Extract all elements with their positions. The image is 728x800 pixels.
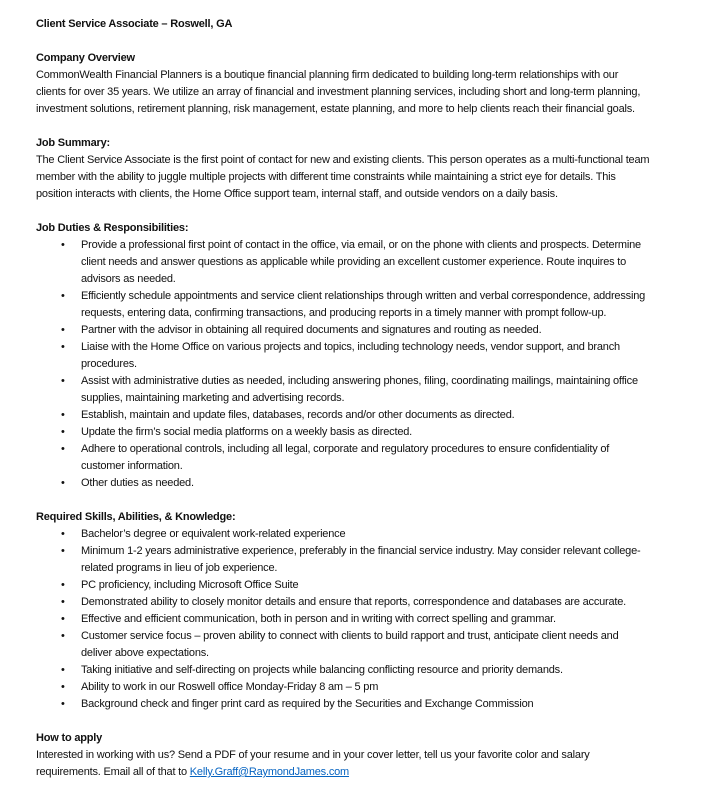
list-item [36, 696, 649, 713]
bullet-line: Demonstrated ability to closely monitor details and ensure that reports, correspondence and databases are accurate. • [36, 594, 649, 611]
list-item [36, 237, 649, 288]
bullet-line: Provide a professional first point of contact in the office, via email, or on the phone with clients and prospects. Determine • [36, 237, 649, 254]
paragraph-line: CommonWealth Financial Planners is a boutique financial planning firm dedicated to building long-term relationships with our [36, 69, 619, 81]
list-item [36, 628, 649, 662]
section-heading: Job Duties & Responsibilities: [36, 222, 189, 234]
bullet-line: Minimum 1-2 years administrative experience, preferably in the financial service industry. May consider relevant college- • [36, 543, 649, 560]
bullet-line: Bachelor’s degree or equivalent work-related experience • [36, 526, 649, 543]
bullet-icon: • [61, 426, 65, 438]
bullet-icon: • [61, 409, 65, 421]
section-heading: Company Overview [36, 52, 135, 64]
paragraph-line: The Client Service Associate is the first point of contact for new and existing clients. This person operates as a multi-functional team [36, 154, 650, 166]
bullet-line: Efficiently schedule appointments and service client relationships through written and verbal correspondence, addressing • [36, 288, 649, 305]
list-item [36, 577, 649, 594]
bullet-icon: • [61, 613, 65, 625]
bullet-icon: • [61, 477, 65, 489]
paragraph-line: member with the ability to juggle multiple projects with different time constraints while maintaining a strict eye for details. This [36, 171, 616, 183]
section-heading: Required Skills, Abilities, & Knowledge: [36, 511, 236, 523]
bullet-icon: • [61, 239, 65, 251]
section-1 [36, 135, 649, 220]
bullet-line: requests, entering data, confirming transactions, and producing reports in a timely manner with prompt follow-up. [81, 307, 607, 319]
sections [36, 50, 649, 730]
paragraph-line: position interacts with clients, the Home Office support team, internal staff, and outside vendors on a daily basis. [36, 188, 558, 200]
bullet-icon: • [61, 324, 65, 336]
bullet-line: procedures. [81, 358, 137, 370]
list-item [36, 475, 649, 492]
section-0 [36, 50, 649, 135]
bullet-line: Partner with the advisor in obtaining all required documents and signatures and routing as needed. • [36, 322, 649, 339]
bullet-line: Effective and efficient communication, both in person and in writing with correct spelling and grammar. • [36, 611, 649, 628]
paragraph-line: clients for over 35 years. We utilize an array of financial and investment planning services, including short and long-term planning, [36, 86, 641, 98]
section-heading: Job Summary: [36, 137, 111, 149]
bullet-line: Taking initiative and self-directing on projects while balancing conflicting resource and priority demands. • [36, 662, 649, 679]
list-item [36, 662, 649, 679]
bullet-icon: • [61, 341, 65, 353]
bullet-icon: • [61, 596, 65, 608]
job-posting-document [36, 16, 649, 781]
list-item [36, 611, 649, 628]
bullet-line: Adhere to operational controls, including all legal, corporate and regulatory procedures to ensure confidentiality of • [36, 441, 649, 458]
bullet-icon: • [61, 579, 65, 591]
section-3 [36, 509, 649, 730]
bullet-icon: • [61, 630, 65, 642]
section-2 [36, 220, 649, 509]
bullet-line: Background check and finger print card as required by the Securities and Exchange Commission • [36, 696, 649, 713]
spacer [36, 203, 649, 220]
bullet-line: deliver above expectations. [81, 647, 209, 659]
how-to-apply-heading: How to apply [36, 732, 103, 744]
list-item [36, 322, 649, 339]
bullet-icon: • [61, 528, 65, 540]
bullet-icon: • [61, 664, 65, 676]
bullet-line: Other duties as needed. • [36, 475, 649, 492]
spacer [36, 492, 649, 509]
bullet-icon: • [61, 681, 65, 693]
spacer [36, 713, 649, 730]
bullet-line: related programs in lieu of job experience. [81, 562, 278, 574]
list-item [36, 373, 649, 407]
list-item [36, 288, 649, 322]
bullet-icon: • [61, 545, 65, 557]
bullet-line: PC proficiency, including Microsoft Office Suite • [36, 577, 649, 594]
bullet-line: Ability to work in our Roswell office Monday-Friday 8 am – 5 pm • [36, 679, 649, 696]
list-item [36, 441, 649, 475]
bullet-icon: • [61, 290, 65, 302]
list-item [36, 679, 649, 696]
paragraph-line: investment solutions, retirement planning, risk management, estate planning, and more to help clients reach their financial goals. [36, 103, 635, 115]
apply-text: requirements. Email all of that to [36, 766, 190, 778]
list-item [36, 339, 649, 373]
list-item [36, 526, 649, 543]
list-item [36, 407, 649, 424]
apply-text-line-2 [36, 764, 649, 781]
bullet-line: Assist with administrative duties as needed, including answering phones, filing, coordinating mailings, maintaining office • [36, 373, 649, 390]
bullet-line: Update the firm’s social media platforms on a weekly basis as directed. • [36, 424, 649, 441]
bullet-icon: • [61, 698, 65, 710]
apply-text-line: Interested in working with us? Send a PDF of your resume and in your cover letter, tell us your favorite color and salary [36, 749, 590, 761]
list-item [36, 424, 649, 441]
bullet-line: Establish, maintain and update files, databases, records and/or other documents as directed. • [36, 407, 649, 424]
bullet-icon: • [61, 443, 65, 455]
bullet-line: customer information. [81, 460, 183, 472]
bullet-line: advisors as needed. [81, 273, 176, 285]
bullet-line: supplies, maintaining marketing and advertising records. [81, 392, 345, 404]
list-item [36, 594, 649, 611]
bullet-line: client needs and answer questions as applicable while providing an excellent customer experience. Route inquires to [81, 256, 627, 268]
spacer [36, 118, 649, 135]
bullet-line: Liaise with the Home Office on various projects and topics, including technology needs, vendor support, and branch • [36, 339, 649, 356]
job-title: Client Service Associate – Roswell, GA [36, 18, 233, 30]
bullet-icon: • [61, 375, 65, 387]
email-link[interactable]: Kelly.Graff@RaymondJames.com [189, 766, 350, 778]
list-item [36, 543, 649, 577]
bullet-line: Customer service focus – proven ability to connect with clients to build rapport and trust, anticipate client needs and • [36, 628, 649, 645]
